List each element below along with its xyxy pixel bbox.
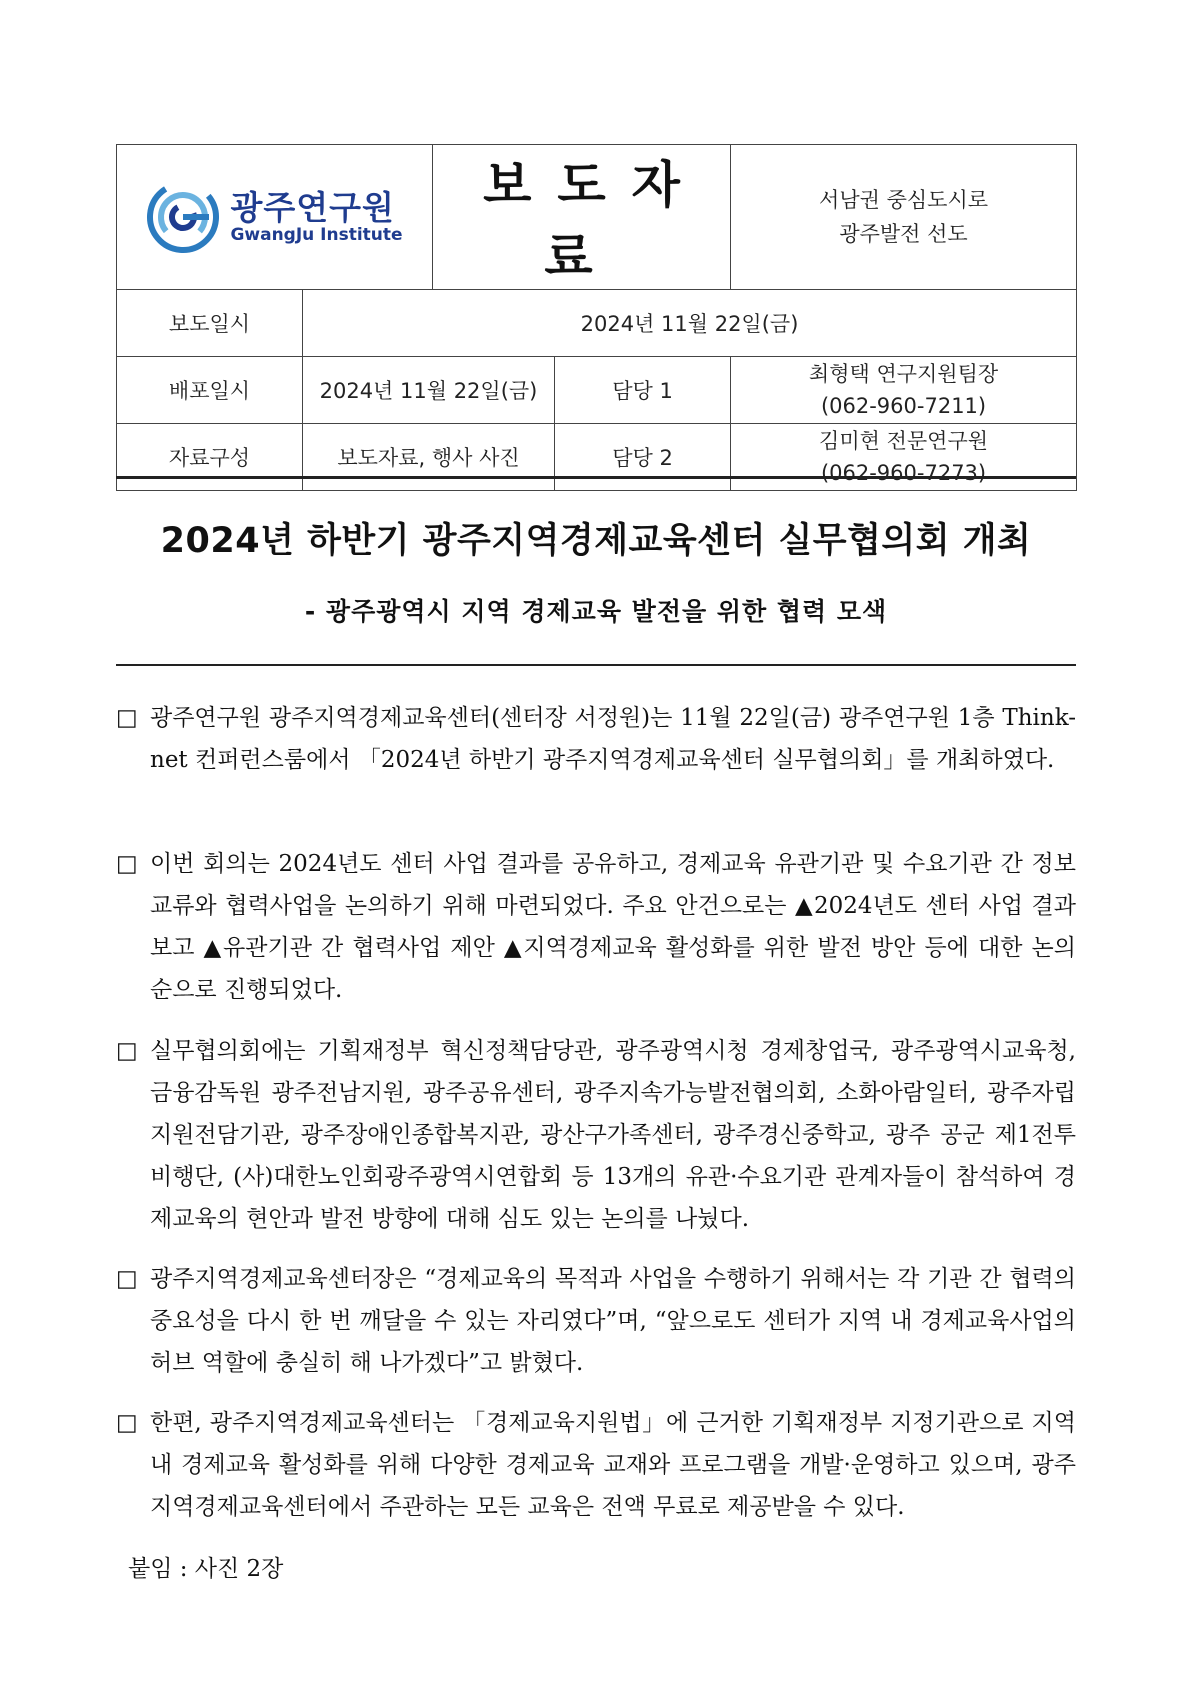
checkbox-bullet-icon: □	[116, 705, 138, 731]
paragraph-text: 한편, 광주지역경제교육센터는 「경제교육지원법」에 근거한 기획재정부 지정기관으로 지역 내 경제교육 활성화를 위해 다양한 경제교육 교재와 프로그램을 개발·운영하고 있으며, 광주지역경제교육센터에서 주관하는 모든 교육은 전액 무료로 제공받을 수 있다.	[150, 1410, 1076, 1520]
paragraph-text: 이번 회의는 2024년도 센터 사업 결과를 공유하고, 경제교육 유관기관 및 수요기관 간 정보교류와 협력사업을 논의하기 위해 마련되었다. 주요 안건으로는 ▲2024년도 센터 사업 결과 보고 ▲유관기관 간 협력사업 제안 ▲지역경제교육 활성화를 위한 발전 방안 등에 대한 논의 순으로 진행되었다.	[150, 851, 1076, 1003]
checkbox-bullet-icon: □	[116, 1038, 138, 1064]
headline: 2024년 하반기 광주지역경제교육센터 실무협의회 개최	[160, 521, 1032, 561]
paragraph-text: 실무협의회에는 기획재정부 혁신정책담당관, 광주광역시청 경제창업국, 광주광역시교육청, 금융감독원 광주전남지원, 광주공유센터, 광주지속가능발전협의회, 소화아람일터, 광주자립지원전담기관, 광주장애인종합복지관, 광산구가족센터, 광주경신중학교, 광주 공군 제1전투비행단, (사)대한노인회광주광역시연합회 등 13개의 유관·수요기관 관계자들이 참석하여 경제교육의 현안과 발전 방향에 대해 심도 있는 논의를 나눴다.	[150, 1038, 1076, 1232]
doc-type-cell	[433, 145, 731, 290]
paragraph-2	[116, 843, 1076, 1011]
material-value: 보도자료, 행사 사진	[303, 424, 555, 491]
checkbox-bullet-icon: □	[116, 851, 138, 877]
contact2-label: 담당 2	[555, 424, 731, 491]
checkbox-bullet-icon: □	[116, 1266, 138, 1292]
attachment-note: 붙임 : 사진 2장	[128, 1556, 284, 1582]
slogan-line-2: 광주발전 선도	[839, 222, 968, 246]
contact1-phone: (062-960-7211)	[820, 394, 987, 418]
paragraph-text: 광주연구원 광주지역경제교육센터(센터장 서정원)는 11월 22일(금) 광주연구원 1층 Think-net 컨퍼런스룸에서 「2024년 하반기 광주지역경제교육센터 실무협의회」를 개최하였다.	[150, 705, 1076, 773]
logo-cell	[117, 145, 433, 290]
slogan-line-1: 서남권 중심도시로	[819, 188, 989, 212]
contact2-phone: (062-960-7273)	[820, 461, 987, 485]
title-divider	[116, 664, 1076, 666]
report-date-label: 보도일시	[117, 290, 303, 357]
dist-date-value: 2024년 11월 22일(금)	[303, 357, 555, 424]
contact1-label: 담당 1	[555, 357, 731, 424]
contact2-cell	[731, 424, 1077, 491]
checkbox-bullet-icon: □	[116, 1410, 138, 1436]
material-label: 자료구성	[117, 424, 303, 491]
paragraph-text: 광주지역경제교육센터장은 “경제교육의 목적과 사업을 수행하기 위해서는 각 기관 간 협력의 중요성을 다시 한 번 깨달을 수 있는 자리였다”며, “앞으로도 센터가 지역 내 경제교육사업의 허브 역할에 충실히 해 나가겠다”고 밝혔다.	[150, 1266, 1076, 1376]
paragraph-4	[116, 1258, 1076, 1384]
report-date-value: 2024년 11월 22일(금)	[303, 290, 1077, 357]
press-header-table	[116, 144, 1077, 491]
paragraph-5	[116, 1402, 1076, 1528]
contact1-name: 최형택 연구지원팀장	[808, 362, 999, 386]
contact1-cell	[731, 357, 1077, 424]
slogan-cell	[731, 145, 1077, 290]
paragraph-3	[116, 1030, 1076, 1240]
paragraph-1	[116, 697, 1076, 781]
dist-date-label: 배포일시	[117, 357, 303, 424]
doc-type-title: 보도자료	[483, 156, 706, 286]
org-name-kr: 광주연구원	[230, 187, 395, 227]
org-logo	[117, 180, 432, 254]
sub-headline: - 광주광역시 지역 경제교육 발전을 위한 협력 모색	[304, 597, 888, 626]
org-name-en: GwangJu Institute	[230, 224, 403, 245]
institute-logo-icon	[146, 180, 220, 254]
header-divider	[116, 476, 1076, 479]
contact2-name: 김미현 전문연구원	[819, 429, 989, 453]
